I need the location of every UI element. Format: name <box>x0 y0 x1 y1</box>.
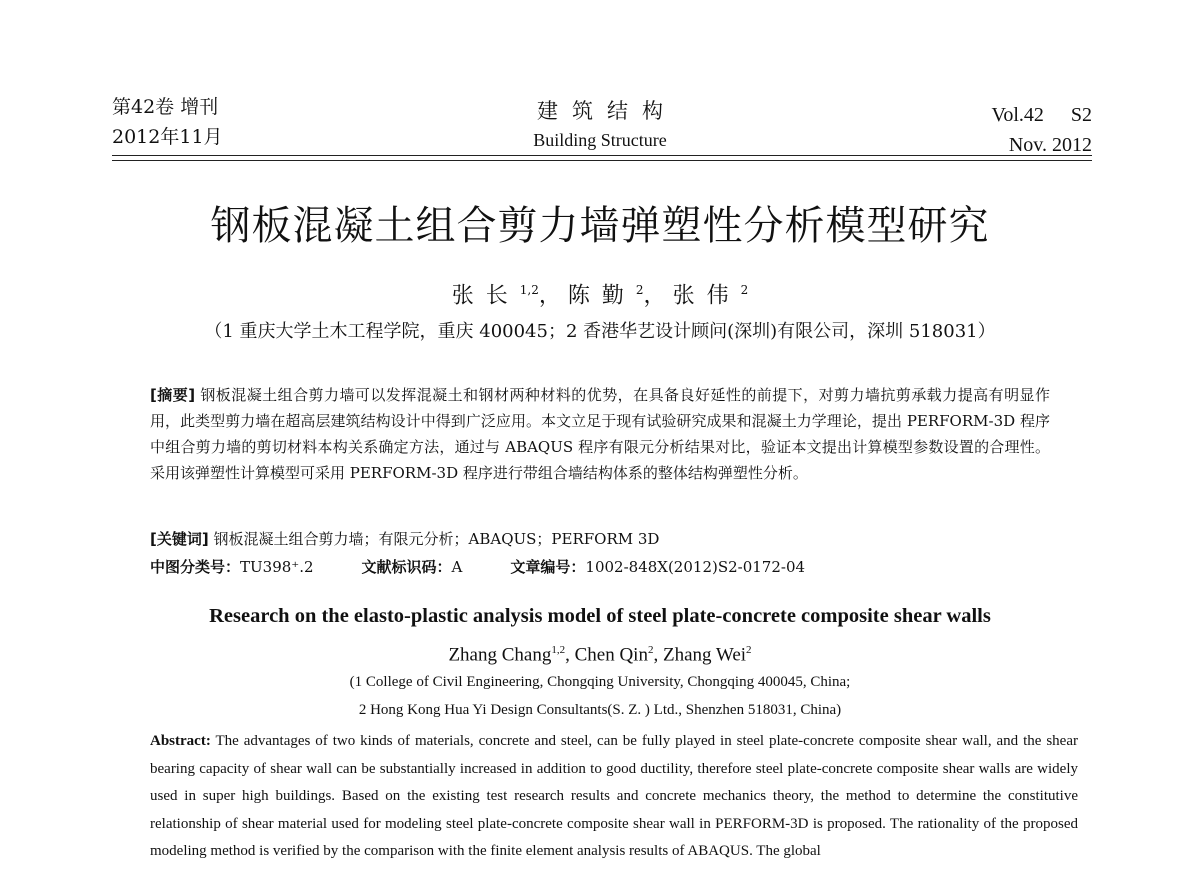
volume-issue-cn: 第42卷 增刊 <box>112 96 219 118</box>
doc-code-value: A <box>451 558 463 576</box>
author-1-en-affil: 1,2 <box>551 644 566 656</box>
author-3-en: Zhang Wei <box>662 644 747 666</box>
clc-label: 中图分类号： <box>150 558 241 576</box>
volume-en: Vol.42 S2 <box>991 104 1092 126</box>
authors-en: Zhang Chang$^{1,2}$, Chen Qin$^2$, Zhang Wei$^2$ <box>448 644 752 666</box>
header-rule-top <box>112 155 1092 156</box>
paper-title-en: Research on the elasto-plastic analysis model of steel plate-concrete composite shear walls <box>209 605 991 627</box>
author-3-cn-affil: 2 <box>740 283 749 297</box>
abstract-cn-label: [摘要] <box>150 386 196 404</box>
author-1-cn-affil: 1,2 <box>519 283 539 297</box>
clc-value: TU398⁺.2 <box>240 558 314 576</box>
author-1-cn: 张长 <box>451 283 520 309</box>
author-2-en: Chen Qin <box>574 644 648 666</box>
date-cn: 2012年11月 <box>112 126 223 148</box>
author-1-en: Zhang Chang <box>448 644 552 666</box>
journal-name-cn: 建筑结构 <box>537 99 677 123</box>
abstract-en <box>150 728 1078 866</box>
affiliation-en-1: (1 College of Civil Engineering, Chongqing University, Chongqing 400045, China; <box>349 674 851 690</box>
doc-code-label: 文献标识码： <box>361 558 452 576</box>
authors-cn: 张长$^{1,2}$， 陈勤$^2$， 张伟$^2$ <box>451 283 749 309</box>
author-3-cn: 张伟 <box>672 283 741 309</box>
author-3-en-affil: 2 <box>746 644 752 656</box>
header-rule-bottom <box>112 160 1092 161</box>
author-2-cn: 陈勤 <box>567 283 636 309</box>
abstract-en-label: Abstract: <box>150 733 211 749</box>
article-no-label: 文章编号： <box>510 558 586 576</box>
abstract-en-text: The advantages of two kinds of materials, concrete and steel, can be fully played in steel plate-concrete composite shear wall, and the shear bearing capacity of shear wall can be substantially increased in addition to good ductility, therefore steel plate-concrete composite shear walls are widely used in super high buildings. Based on the existing test research results and concrete mechanics theory, the method to determine the constitutive relationship of shear material used for modeling steel plate-concrete composite shear wall in PERFORM-3D is proposed. The rationality of the proposed modeling method is verified by the comparison with the finite element analysis results of ABAQUS. The global <box>150 733 1078 860</box>
article-no-value: 1002-848X(2012)S2-0172-04 <box>585 558 806 576</box>
abstract-cn <box>150 382 1050 486</box>
paper-title-cn: 钢板混凝土组合剪力墙弹塑性分析模型研究 <box>210 203 990 249</box>
affiliation-en-2: 2 Hong Kong Hua Yi Design Consultants(S. Z. ) Ltd., Shenzhen 518031, China) <box>358 702 842 718</box>
keywords-cn <box>150 526 1050 552</box>
classification-line <box>150 554 1050 580</box>
keywords-cn-label: [关键词] <box>150 530 209 548</box>
keywords-cn-text: 钢板混凝土组合剪力墙；有限元分析；ABAQUS；PERFORM 3D <box>213 530 660 548</box>
journal-name-en: Building Structure <box>533 130 667 150</box>
affiliation-cn: （1 重庆大学土木工程学院，重庆 400045；2 香港华艺设计顾问(深圳)有限公司，深圳 518031） <box>204 321 996 342</box>
author-2-en-affil: 2 <box>647 644 654 656</box>
date-en: Nov. 2012 <box>1008 134 1092 156</box>
abstract-cn-text: 钢板混凝土组合剪力墙可以发挥混凝土和钢材两种材料的优势，在具备良好延性的前提下，对剪力墙抗剪承载力提高有明显作用，此类型剪力墙在超高层建筑结构设计中得到广泛应用。本文立足于现有试验研究成果和混凝土力学理论，提出 PERFORM-3D 程序中组合剪力墙的剪切材料本构关系确定方法，通过与 ABAQUS 程序有限元分析结果对比，验证本文提出计算模型参数设置的合理性。采用该弹塑性计算模型可采用 PERFORM-3D 程序进行带组合墙结构体系的整体结构弹塑性分析。 <box>150 386 1050 482</box>
journal-volume-info <box>991 100 1092 160</box>
author-2-cn-affil: 2 <box>635 283 644 297</box>
